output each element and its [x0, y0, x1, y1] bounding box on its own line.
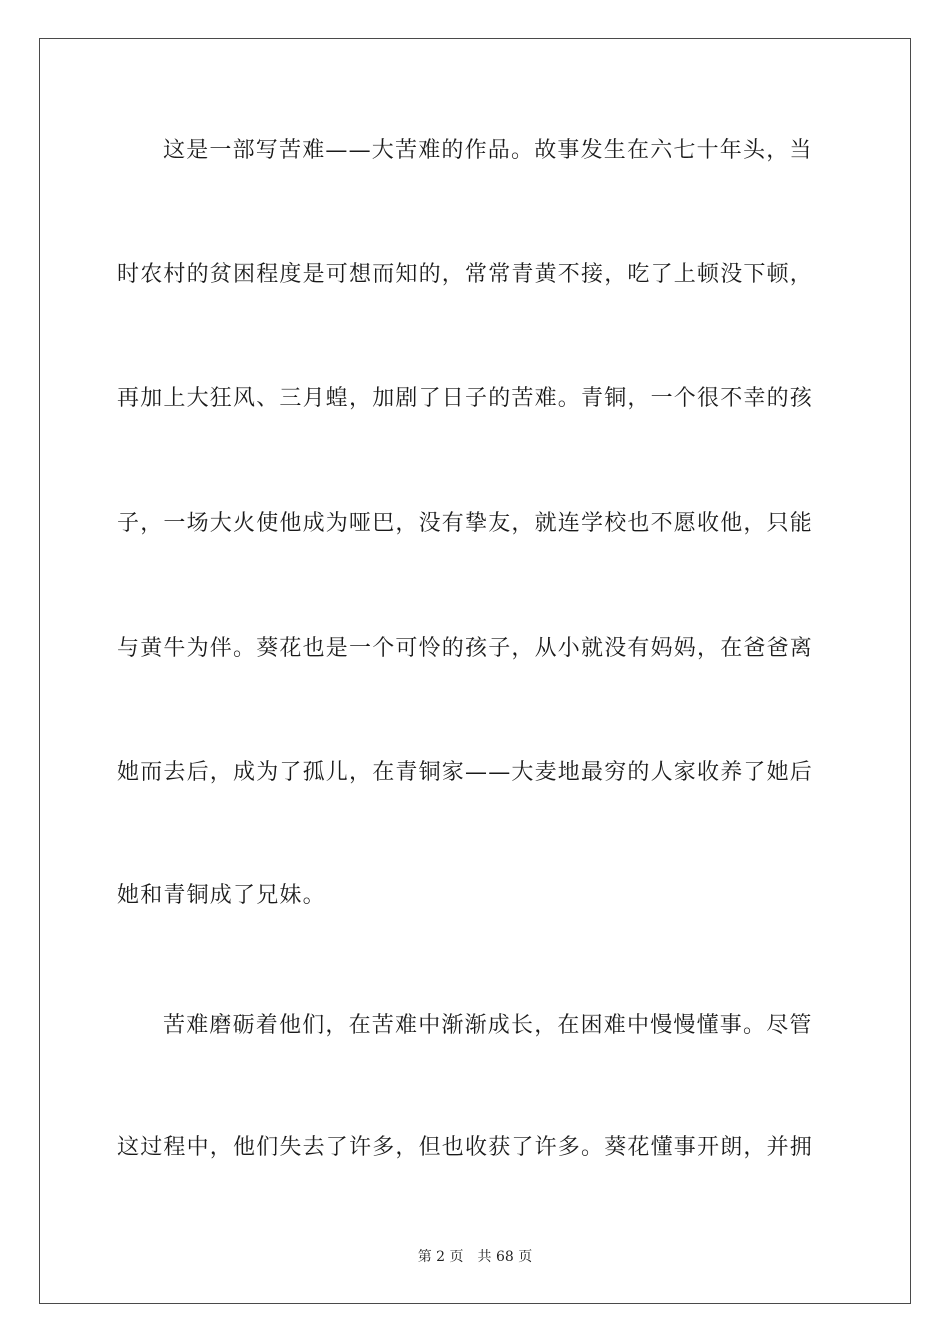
page-footer: [0, 1248, 950, 1266]
paragraph-2-line-1: 苦难磨砺着他们，在苦难中渐渐成长，在困难中慢慢懂事。尽管: [163, 1013, 813, 1038]
paragraph-1-line-1: 这是一部写苦难——大苦难的作品。故事发生在六七十年头，当: [163, 138, 813, 163]
paragraph-1-line-2: 时农村的贫困程度是可想而知的，常常青黄不接，吃了上顿没下顿，: [117, 262, 814, 287]
paragraph-2-line-2: 这过程中，他们失去了许多，但也收获了许多。葵花懂事开朗，并拥: [117, 1135, 814, 1160]
paragraph-1-line-4: 子，一场大火使他成为哑巴，没有挚友，就连学校也不愿收他，只能: [117, 511, 814, 536]
paragraph-1-line-7: 她和青铜成了兄妹。: [117, 883, 326, 908]
page-total: 共 68 页: [477, 1249, 533, 1265]
paragraph-1-line-6: 她而去后，成为了孤儿，在青铜家——大麦地最穷的人家收养了她后: [117, 760, 814, 785]
paragraph-1-line-5: 与黄牛为伴。葵花也是一个可怜的孩子，从小就没有妈妈，在爸爸离: [117, 636, 814, 661]
page-number: 第 2 页: [417, 1249, 464, 1265]
paragraph-1-line-3: 再加上大狂风、三月蝗，加剧了日子的苦难。青铜，一个很不幸的孩: [117, 386, 814, 411]
page-border: [39, 38, 911, 1304]
